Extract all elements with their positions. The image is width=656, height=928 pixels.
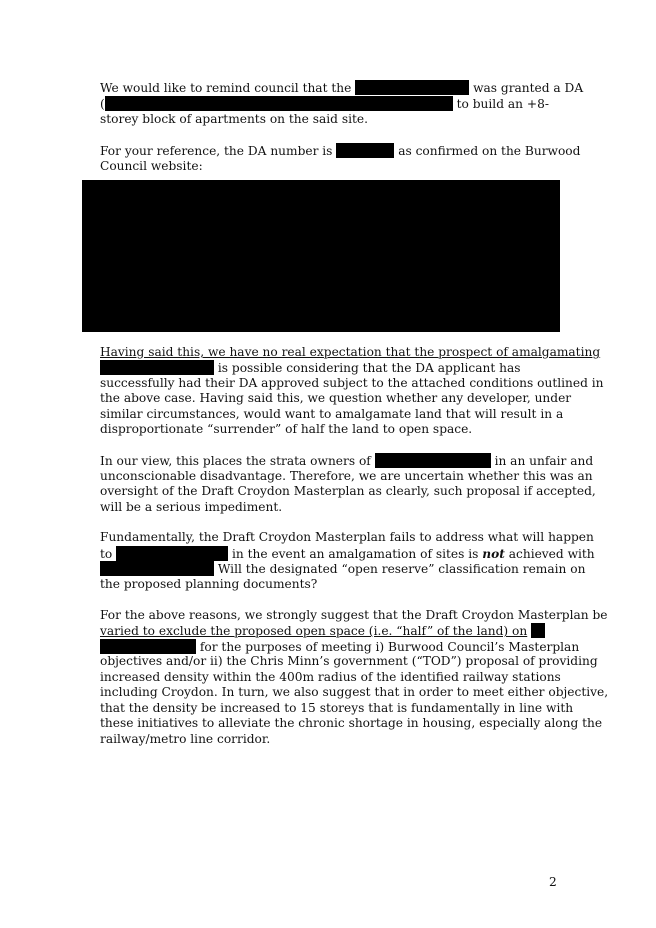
p1-line3: storey block of apartments on the said site. [100,112,368,126]
page-number: 2 [549,875,557,889]
text: ( [100,97,105,111]
text: to [100,547,113,561]
redaction [100,360,214,375]
p4-line3: oversight of the Draft Croydon Masterplan as clearly, such proposal if accepted, [100,484,596,498]
p4-line1 [100,453,593,469]
p6-line5: increased density within the 400m radius of the identified railway stations [100,670,561,684]
text: in the event an amalgamation of sites is [232,547,479,561]
text: We would like to remind council that the [100,81,352,95]
p1-line2 [100,96,549,112]
text: Having said this, we have no real expectation that the prospect of amalgamating [100,345,601,359]
p6-line4: objectives and/or ii) the Chris Minn’s government (“TOD”) proposal of providing [100,654,598,668]
p2-line2: Council website: [100,159,203,173]
p5-line4: the proposed planning documents? [100,577,318,591]
redaction [100,639,196,654]
p1-line1 [100,80,583,96]
text: For your reference, the DA number is [100,144,333,158]
p3-line4: the above case. Having said this, we question whether any developer, under [100,391,572,405]
p5-line2 [100,546,595,562]
redacted-image-block [82,180,560,332]
p3-line1 [100,345,600,360]
text: Will the designated “open reserve” classification remain on [217,562,586,576]
p6-line6: including Croydon. In turn, we also suggest that in order to meet either objective, [100,685,609,699]
text: was granted a DA [473,81,584,95]
redaction [336,143,394,158]
p3-line5: similar circumstances, would want to amalgamate land that will result in a [100,407,564,421]
p5-line3 [100,561,585,577]
p6-line9: railway/metro line corridor. [100,732,271,746]
p4-line2: unconscionable disadvantage. Therefore, we are uncertain whether this was an [100,469,593,483]
emphasis: not [482,547,505,561]
redaction [116,546,228,561]
p3-line6: disproportionate “surrender” of half the land to open space. [100,422,473,436]
redaction [375,453,491,468]
p6-line1: For the above reasons, we strongly suggest that the Draft Croydon Masterplan be [100,608,608,622]
text: In our view, this places the strata owners of [100,454,371,468]
p6-line2 [100,623,545,639]
redaction [355,80,469,95]
p4-line4: will be a serious impediment. [100,500,283,514]
p6-line7: that the density be increased to 15 storeys that is fundamentally in line with [100,701,574,715]
text: achieved with [508,547,595,561]
redaction [100,561,214,576]
p6-line3 [100,639,579,655]
text: varied to exclude the proposed open space (i.e. “half” of the land) on [100,624,528,638]
text: to build an +8- [456,97,549,111]
redaction [105,96,453,111]
text: is possible considering that the DA applicant has [217,361,521,375]
text: as confirmed on the Burwood [398,144,581,158]
p2-line1 [100,143,580,159]
p5-line1: Fundamentally, the Draft Croydon Masterplan fails to address what will happen [100,530,594,544]
p6-line8: these initiatives to alleviate the chronic shortage in housing, especially along the [100,716,603,730]
p3-line2 [100,360,520,376]
text: in an unfair and [494,454,594,468]
text: for the purposes of meeting i) Burwood Council’s Masterplan [199,640,580,654]
redaction [531,623,545,638]
p3-line3: successfully had their DA approved subject to the attached conditions outlined in [100,376,604,390]
